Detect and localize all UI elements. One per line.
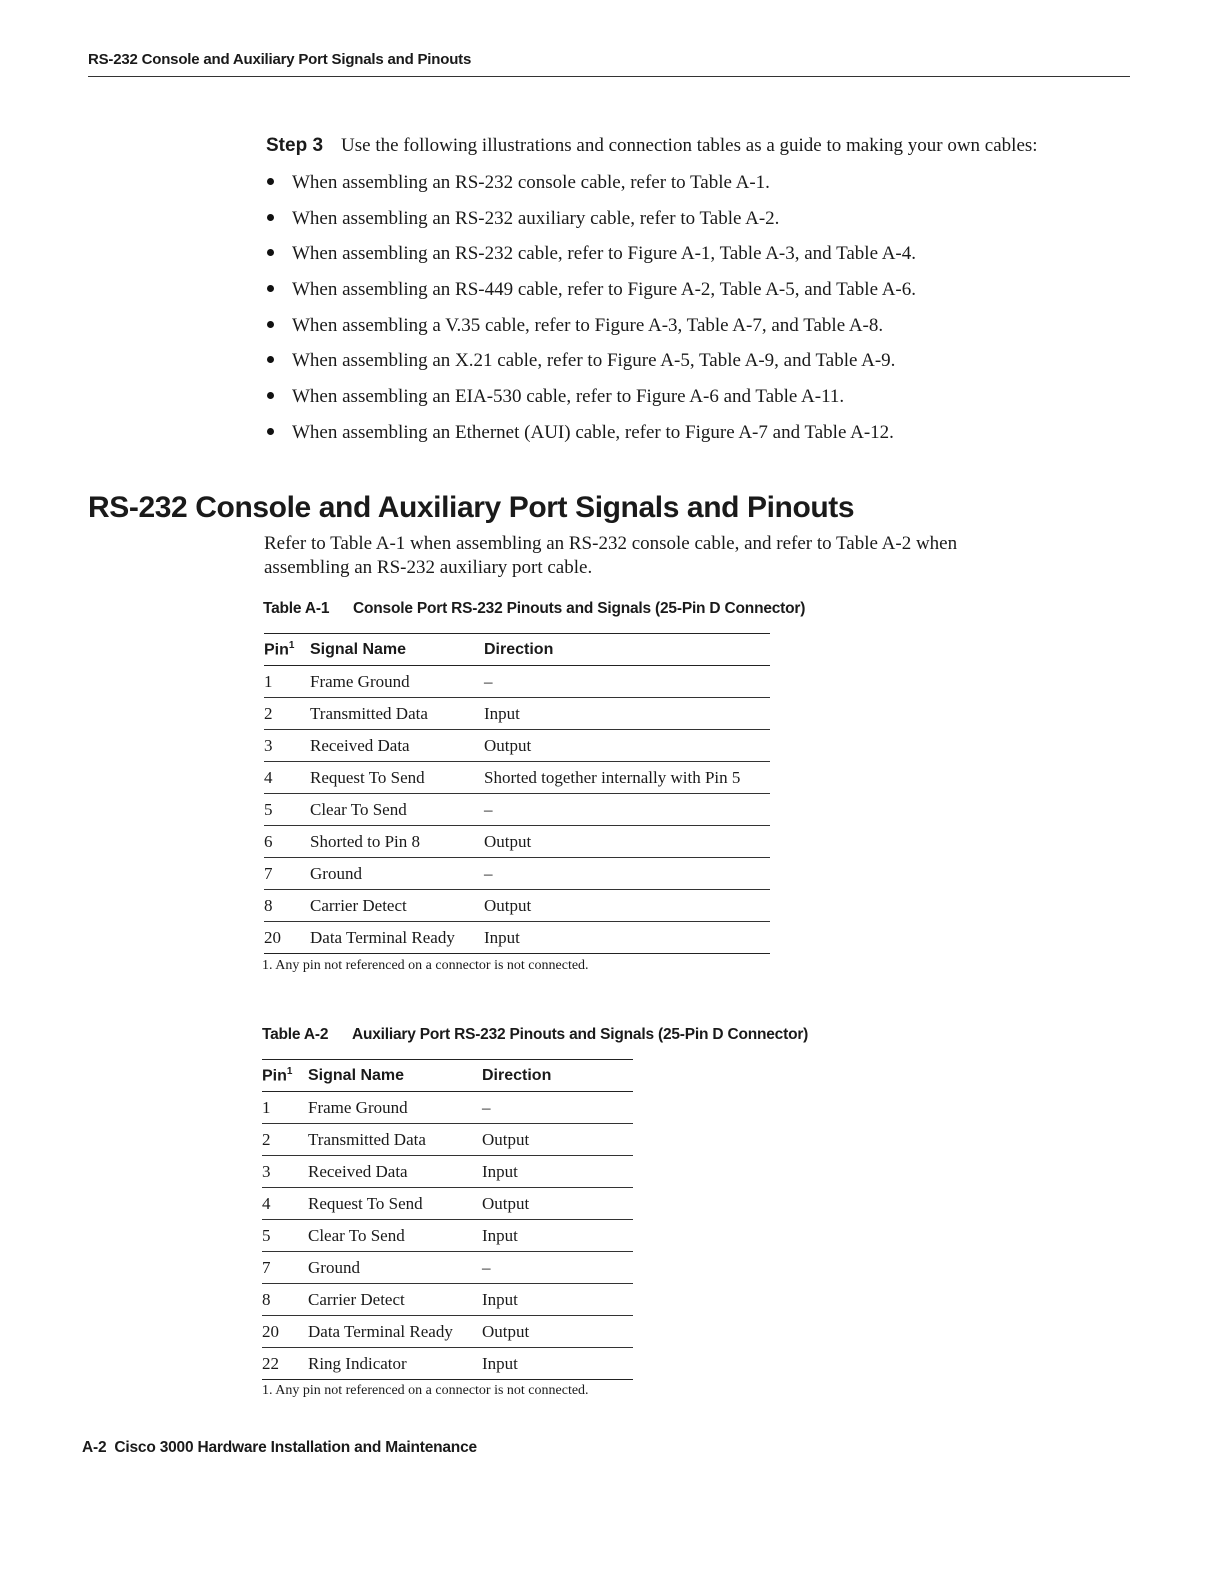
- page-number: A-2: [82, 1439, 107, 1456]
- table-row: 6 Shorted to Pin 8 Output: [264, 826, 770, 858]
- table-row: 20 Data Terminal Ready Output: [262, 1316, 633, 1348]
- list-item: When assembling a V.35 cable, refer to Figure A-3, Table A-7, and Table A-8.: [266, 315, 916, 351]
- table-row: 7 Ground –: [264, 858, 770, 890]
- section-intro: Refer to Table A-1 when assembling an RS-232 console cable, and refer to Table A-2 when assembling an RS-232 auxiliary port cable.: [264, 533, 958, 578]
- table-a2-footnote: 1. Any pin not referenced on a connector is not connected.: [262, 1383, 589, 1398]
- step-text: Use the following illustrations and connection tables as a guide to making your own cables:: [341, 135, 1038, 156]
- direction-header: Direction: [482, 1060, 633, 1092]
- table-header-row: [262, 1060, 633, 1092]
- page-footer: [82, 1439, 477, 1457]
- table-number: Table A-1: [263, 600, 330, 617]
- table-row: 1 Frame Ground –: [262, 1092, 633, 1124]
- table-row: 5 Clear To Send Input: [262, 1220, 633, 1252]
- bullet-icon: [267, 356, 274, 363]
- direction-header: Direction: [484, 634, 770, 666]
- signal-header: Signal Name: [310, 634, 484, 666]
- table-row: 7 Ground –: [262, 1252, 633, 1284]
- table-row: 4 Request To Send Output: [262, 1188, 633, 1220]
- list-item: When assembling an Ethernet (AUI) cable, refer to Figure A-7 and Table A-12.: [266, 422, 916, 458]
- bullet-icon: [267, 321, 274, 328]
- table-row: 2 Transmitted Data Input: [264, 698, 770, 730]
- cable-reference-list: [266, 172, 916, 458]
- table-row: 3 Received Data Input: [262, 1156, 633, 1188]
- bullet-icon: [267, 428, 274, 435]
- header-rule: [88, 76, 1130, 77]
- bullet-icon: [267, 249, 274, 256]
- book-title: Cisco 3000 Hardware Installation and Maintenance: [114, 1439, 477, 1456]
- table-row: 22 Ring Indicator Input: [262, 1348, 633, 1380]
- signal-header: Signal Name: [308, 1060, 482, 1092]
- table-a1-footnote: 1. Any pin not referenced on a connector is not connected.: [262, 958, 589, 973]
- pin-header: Pin$^1$: [262, 1060, 308, 1092]
- step-3: [266, 135, 1038, 157]
- section-heading: RS-232 Console and Auxiliary Port Signals and Pinouts: [88, 491, 855, 524]
- table-title: Console Port RS-232 Pinouts and Signals (25-Pin D Connector): [353, 600, 806, 617]
- table-row: 20 Data Terminal Ready Input: [264, 922, 770, 954]
- table-header-row: [264, 634, 770, 666]
- table-a1-caption: [263, 600, 805, 618]
- list-item: When assembling an RS-449 cable, refer to Figure A-2, Table A-5, and Table A-6.: [266, 279, 916, 315]
- list-item: When assembling an X.21 cable, refer to Figure A-5, Table A-9, and Table A-9.: [266, 350, 916, 386]
- table-title: Auxiliary Port RS-232 Pinouts and Signals (25-Pin D Connector): [352, 1026, 809, 1043]
- bullet-icon: [267, 214, 274, 221]
- table-row: 8 Carrier Detect Output: [264, 890, 770, 922]
- bullet-icon: [267, 285, 274, 292]
- table-number: Table A-2: [262, 1026, 329, 1043]
- list-item: When assembling an RS-232 auxiliary cable, refer to Table A-2.: [266, 208, 916, 244]
- table-row: 2 Transmitted Data Output: [262, 1124, 633, 1156]
- running-header: RS-232 Console and Auxiliary Port Signals and Pinouts: [88, 51, 472, 68]
- table-a2: [262, 1059, 633, 1380]
- list-item: When assembling an RS-232 console cable, refer to Table A-1.: [266, 172, 916, 208]
- table-a2-caption: [262, 1026, 808, 1044]
- table-row: 5 Clear To Send –: [264, 794, 770, 826]
- list-item: When assembling an RS-232 cable, refer to Figure A-1, Table A-3, and Table A-4.: [266, 243, 916, 279]
- table-row: 8 Carrier Detect Input: [262, 1284, 633, 1316]
- table-a1: [264, 633, 770, 954]
- list-item: When assembling an EIA-530 cable, refer to Figure A-6 and Table A-11.: [266, 386, 916, 422]
- table-row: 4 Request To Send Shorted together internally with Pin 5: [264, 762, 770, 794]
- bullet-icon: [267, 392, 274, 399]
- table-row: 3 Received Data Output: [264, 730, 770, 762]
- pin-header: Pin$^1$: [264, 634, 310, 666]
- step-label: Step 3: [266, 135, 324, 156]
- table-row: 1 Frame Ground –: [264, 666, 770, 698]
- bullet-icon: [267, 178, 274, 185]
